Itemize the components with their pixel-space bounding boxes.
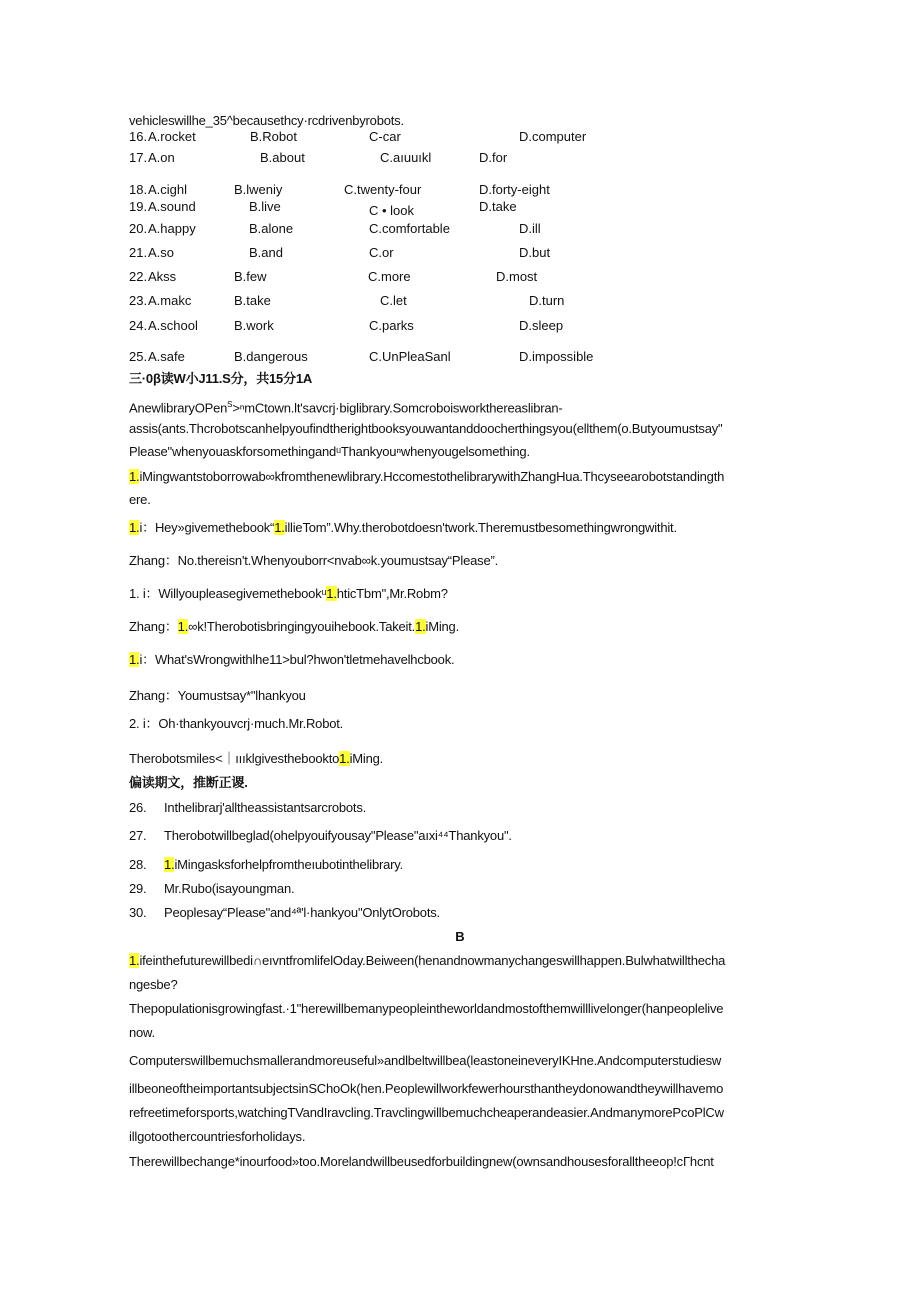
highlight: 1.: [129, 652, 140, 667]
text: hticTbm",Mr.Robm?: [336, 586, 448, 601]
tf-text: Inthelibrarj'alltheassistantsarcrobots.: [164, 800, 367, 815]
text: AnewlibraryOPen: [129, 400, 228, 416]
section3-heading: 三·0β读W小J11.S分，共15分1A: [129, 371, 313, 386]
highlight: 1.: [326, 586, 337, 601]
option-d: D.forty-eight: [479, 182, 550, 197]
tf-item: [129, 905, 440, 921]
option-b: B.few: [234, 269, 267, 284]
option-b: B.live: [249, 199, 281, 214]
text: S: [227, 400, 233, 409]
dialogue-line: Zhang：No.thereisn't.Whenyouborr<nvab∞k.youmustsay“Please”.: [129, 553, 499, 568]
option-number: 19.: [129, 199, 148, 214]
dialogue-line: 2. i：Oh·thankyouvcrj·much.Mr.Robot.: [129, 716, 344, 731]
option-a: A.rocket: [148, 129, 196, 144]
dialogue-line: [129, 652, 454, 668]
text: 1. i：Willyoupleasegivemethebookᵘ: [129, 586, 327, 601]
text: i：Hey»givemethebook“: [139, 520, 275, 535]
text: i：What'sWrongwithlhe11>bul?hwon'tletmehavelhcbook.: [139, 652, 455, 667]
tf-number: 30.: [129, 905, 147, 920]
tf-number: 28.: [129, 857, 147, 872]
highlight: 1.: [274, 520, 285, 535]
option-number: 25.: [129, 349, 148, 364]
option-b: B.lweniy: [234, 182, 283, 197]
dialogue-line: [129, 751, 383, 767]
option-c: C.let: [380, 293, 407, 308]
option-number: 22.: [129, 269, 148, 284]
option-a: A.school: [148, 318, 198, 333]
option-number: 21.: [129, 245, 148, 260]
tf-number: 26.: [129, 800, 147, 815]
text: >ⁿmCtown.lt'savcrj·biglibrary.Somcroboisworkthereaslibran-: [232, 400, 563, 416]
option-number: 23.: [129, 293, 148, 308]
option-d: D.computer: [519, 129, 587, 144]
option-number: 20.: [129, 221, 148, 236]
dialogue-line: [129, 586, 448, 602]
tf-text: Mr.Rubo(isayoungman.: [164, 881, 295, 896]
tf-item: [129, 800, 366, 816]
option-c: C.twenty-four: [344, 182, 422, 197]
option-d: D.most: [496, 269, 538, 284]
option-d: D.ill: [519, 221, 541, 236]
option-d: D.sleep: [519, 318, 564, 333]
option-number: 18.: [129, 182, 148, 197]
dialogue-line: Zhang：Youmustsay*"lhankyou: [129, 688, 306, 703]
highlight: 1.: [177, 619, 189, 634]
passage-a-line: Please"whenyouaskforsomethingandᵘThankyouⁿwhenyougelsomething.: [129, 444, 530, 459]
passage-b-line: illbeoneoftheimportantsubjectsinSChoOk(hen.Peoplewillworkfewerhoursthantheydonowandtheywillhavemo: [129, 1081, 724, 1096]
intro-line: vehicleswillhe_35^becausethcy·rcdrivenbyrobots.: [129, 113, 404, 128]
option-a: A.safe: [148, 349, 185, 364]
option-d: D.take: [479, 199, 517, 214]
tf-heading: 偏读期文，推断正谡.: [129, 775, 248, 790]
option-b: B.dangerous: [234, 349, 308, 364]
option-c: C.UnPleaSanl: [369, 349, 451, 364]
option-a: A.cighl: [148, 182, 188, 197]
section-b-heading: B: [455, 929, 465, 944]
text: iMingwantstoborrowab∞kfromthenewlibrary.HccomestothelibrarywithZhangHua.Thcyseearobotstandingth: [139, 469, 725, 484]
highlight: 1.: [164, 857, 175, 872]
highlight: 1.: [415, 619, 426, 634]
tf-number: 27.: [129, 828, 147, 843]
text: iMing.: [349, 751, 384, 766]
option-a: A.sound: [148, 199, 196, 214]
option-d: D.for: [479, 150, 508, 165]
text: ∞k!Therobotisbringingyouihebook.Takeit.: [188, 619, 416, 634]
dialogue-line: [129, 619, 459, 635]
option-b: B.and: [249, 245, 283, 260]
text: Therobotsmiles<｜ıııklgivesthebookto: [129, 751, 340, 766]
option-c: C.or: [369, 245, 394, 260]
option-a: A.makc: [148, 293, 192, 308]
option-b: B.work: [234, 318, 274, 333]
tf-item: [129, 881, 294, 897]
option-b: B.take: [234, 293, 271, 308]
passage-b-line: now.: [129, 1025, 155, 1040]
passage-b-line: Therewillbechange*inourfood»too.Morelandwillbeusedforbuildingnew(ownsandhousesforalltheeop!cΓhcnt: [129, 1154, 714, 1169]
highlight: 1.: [129, 520, 140, 535]
highlight: 1.: [129, 953, 140, 968]
option-d: D.but: [519, 245, 551, 260]
passage-a-line: [129, 469, 724, 485]
option-d: D.impossible: [519, 349, 594, 364]
highlight: 1.: [129, 469, 140, 484]
passage-a-line: assis(ants.Thcrobotscanhelpyoufindtherightbooksyouwantanddoocherthingsyou(ellthem(o.Butyoumustsay": [129, 421, 723, 436]
option-a: A.so: [148, 245, 175, 260]
option-d: D.turn: [529, 293, 565, 308]
option-b: B.about: [260, 150, 305, 165]
passage-b-line: Thepopulationisgrowingfast.·1"herewillbemanypeopleintheworldandmostofthemwilllivelonger(hanpeoplelive: [129, 1001, 724, 1016]
passage-b-line: refreetimeforsports,watchingTVandIravcling.Travclingwillbemuchcheaperandeasier.AndmanymorePcoPlCw: [129, 1105, 724, 1120]
option-a: A.on: [148, 150, 175, 165]
text: iMing.: [425, 619, 459, 634]
text: ifeinthefuturewillbedi∩eıvntfromlifelOday.Beiween(henandnowmanychangeswillhappen.Bulwhatwillthecha: [139, 953, 726, 968]
option-number: 17.: [129, 150, 148, 165]
option-c: C.more: [368, 269, 411, 284]
passage-b-line: illgotoothercountriesforholidays.: [129, 1129, 306, 1144]
tf-item: [129, 828, 512, 844]
option-c: C-car: [369, 129, 401, 144]
tf-text: Peoplesay“Please"and⁴ª'l·hankyou"OnlytOrobots.: [164, 905, 440, 920]
option-a: Akss: [148, 269, 177, 284]
text: Zhang：: [129, 619, 178, 634]
tf-text: Therobotwillbeglad(ohelpyouifyousay"Please"aıxi⁴⁴Thankyou".: [164, 828, 512, 843]
option-c: C • look: [369, 203, 415, 218]
dialogue-line: [129, 520, 677, 536]
passage-a-line: [129, 397, 563, 416]
tf-item: [129, 857, 403, 873]
option-c: C.parks: [369, 318, 414, 333]
passage-a-line: ere.: [129, 492, 151, 507]
option-c: C.aıuuıkl: [380, 150, 432, 165]
highlight: 1.: [339, 751, 350, 766]
tf-text: iMingasksforhelpfromtheıubotinthelibrary.: [174, 857, 404, 872]
option-a: A.happy: [148, 221, 196, 236]
passage-b-line: Computerswillbemuchsmallerandmoreuseful»andlbeltwillbea(leastoneineveryIKHne.Andcomputerstudiesw: [129, 1053, 722, 1068]
option-number: 24.: [129, 318, 148, 333]
passage-b-line: ngesbe?: [129, 977, 178, 992]
option-c: C.comfortable: [369, 221, 450, 236]
tf-number: 29.: [129, 881, 147, 896]
passage-b-line: [129, 953, 725, 969]
option-b: B.Robot: [250, 129, 297, 144]
text: illieTom”.Why.therobotdoesn'twork.Theremustbesomethingwrongwithit.: [284, 520, 677, 535]
option-number: 16.: [129, 129, 148, 144]
option-b: B.alone: [249, 221, 294, 236]
